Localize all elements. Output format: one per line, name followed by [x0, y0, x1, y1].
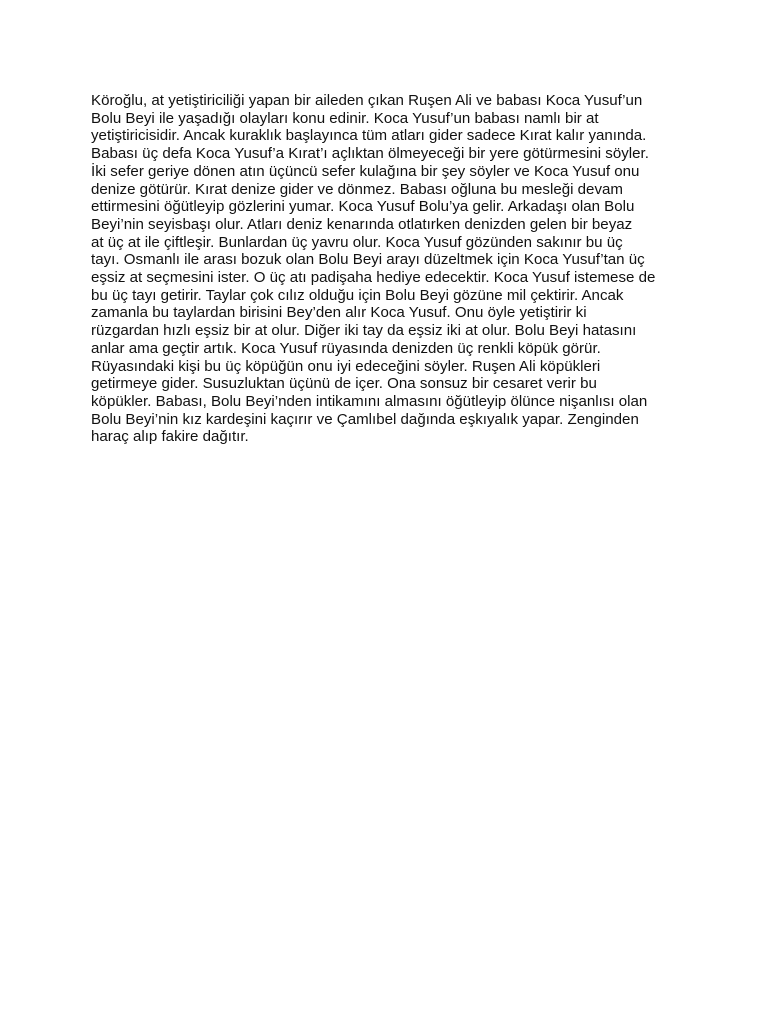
paragraph-line: Beyi’nin seyisbaşı olur. Atları deniz kenarında otlatırken denizden gelen bir beyaz: [91, 215, 633, 233]
paragraph-line: haraç alıp fakire dağıtır.: [91, 428, 249, 446]
paragraph-line: denize götürür. Kırat denize gider ve dönmez. Babası oğluna bu mesleği devam: [91, 180, 623, 198]
paragraph-line: İki sefer geriye dönen atın üçüncü sefer kulağına bir şey söyler ve Koca Yusuf onu: [91, 162, 640, 180]
paragraph-line: getirmeye gider. Susuzluktan üçünü de içer. Ona sonsuz bir cesaret verir bu: [91, 375, 597, 393]
paragraph-line: tayı. Osmanlı ile arası bozuk olan Bolu Beyi arayı düzeltmek için Koca Yusuf’tan üç: [91, 251, 645, 269]
paragraph-line: Rüyasındaki kişi bu üç köpüğün onu iyi edeceğini söyler. Ruşen Ali köpükleri: [91, 357, 601, 375]
paragraph-line: at üç at ile çiftleşir. Bunlardan üç yavru olur. Koca Yusuf gözünden sakınır bu üç: [91, 233, 623, 251]
paragraph-line: anlar ama geçtir artık. Koca Yusuf rüyasında denizden üç renkli köpük görür.: [91, 339, 601, 357]
paragraph-line: Köroğlu, at yetiştiriciliği yapan bir aileden çıkan Ruşen Ali ve babası Koca Yusuf’un: [91, 92, 643, 109]
paragraph-line: rüzgardan hızlı eşsiz bir at olur. Diğer iki tay da eşsiz iki at olur. Bolu Beyi hatasını: [91, 322, 637, 340]
paragraph-line: ettirmesini öğütleyip gözlerini yumar. Koca Yusuf Bolu’ya gelir. Arkadaşı olan Bolu: [91, 198, 635, 216]
paragraph-line: bu üç tayı getirir. Taylar çok cılız olduğu için Bolu Beyi gözüne mil çektirir. Ancak: [91, 286, 624, 304]
paragraph-line: Bolu Beyi’nin kız kardeşini kaçırır ve Çamlıbel dağında eşkıyalık yapar. Zenginden: [91, 410, 639, 428]
paragraph-line: zamanla bu taylardan birisini Bey’den alır Koca Yusuf. Onu öyle yetiştirir ki: [91, 304, 587, 322]
paragraph-line: yetiştiricisidir. Ancak kuraklık başlayınca tüm atları gider sadece Kırat kalır yanında.: [91, 127, 647, 145]
paragraph-line: Babası üç defa Koca Yusuf’a Kırat’ı açlıktan ölmeyeceği bir yere götürmesini söyler.: [91, 145, 649, 163]
paragraph-line: eşsiz at seçmesini ister. O üç atı padişaha hediye edecektir. Koca Yusuf istemese de: [91, 269, 656, 287]
paragraph-line: Bolu Beyi ile yaşadığı olayları konu edinir. Koca Yusuf’un babası namlı bir at: [91, 109, 599, 127]
paragraph-line: köpükler. Babası, Bolu Beyi’nden intikamını almasını öğütleyip ölünce nişanlısı olan: [91, 392, 648, 410]
body-paragraph: [91, 92, 707, 446]
